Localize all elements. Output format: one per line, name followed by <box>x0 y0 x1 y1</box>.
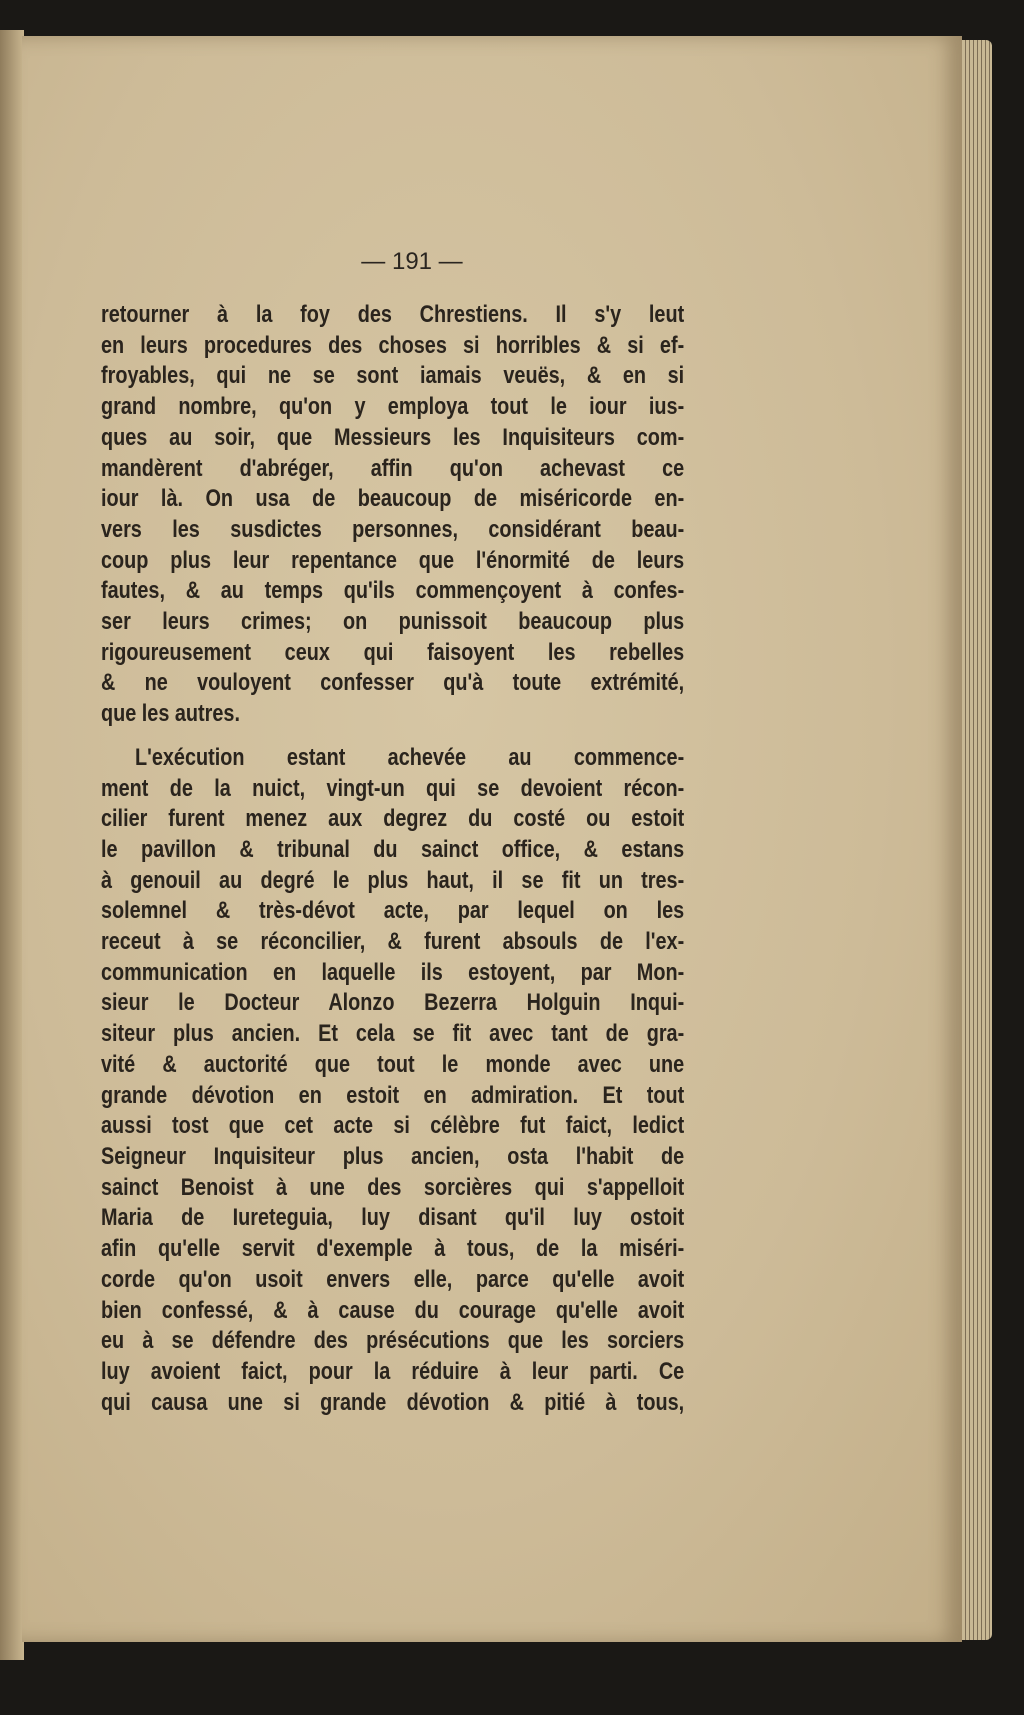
text-line: aussi tost que cet acte si célèbre fut faict, ledict <box>101 1112 685 1140</box>
paragraph <box>101 743 684 1418</box>
text-line: qui causa une si grande dévotion & pitié à tous, <box>101 1388 685 1416</box>
text-line: bien confessé, & à cause du courage qu'elle avoit <box>101 1296 685 1324</box>
text-line: rigoureusement ceux qui faisoyent les rebelles <box>101 638 685 666</box>
text-line: Seigneur Inquisiteur plus ancien, osta l'habit de <box>101 1142 685 1170</box>
paragraph <box>101 300 684 730</box>
text-line: que les autres. <box>101 700 240 728</box>
text-line: fautes, & au temps qu'ils commençoyent à confes- <box>101 577 685 605</box>
text-line: Maria de Iureteguia, luy disant qu'il luy ostoit <box>101 1204 685 1232</box>
text-line: en leurs procedures des choses si horribles & si ef- <box>101 331 685 359</box>
facing-page-edge <box>0 30 24 1660</box>
text-line: vité & auctorité que tout le monde avec une <box>101 1050 685 1078</box>
text-line: receut à se réconcilier, & furent absouls de l'ex- <box>101 928 685 956</box>
paragraph-gap <box>101 730 684 743</box>
text-line: L'exécution estant achevée au commence- <box>135 743 685 771</box>
text-line: siteur plus ancien. Et cela se fit avec tant de gra- <box>101 1020 685 1048</box>
text-line: froyables, qui ne se sont iamais veuës, & en si <box>101 362 685 390</box>
text-line: vers les susdictes personnes, considérant beau- <box>101 515 685 543</box>
page-number: — 191 — <box>361 248 463 275</box>
text-line: ser leurs crimes; on punissoit beaucoup plus <box>101 608 685 636</box>
text-line: à genouil au degré le plus haut, il se fit un tres- <box>101 866 685 894</box>
text-line: grand nombre, qu'on y employa tout le iour ius- <box>101 393 685 421</box>
text-line: le pavillon & tribunal du sainct office, & estans <box>101 835 685 863</box>
text-line: communication en laquelle ils estoyent, par Mon- <box>101 958 685 986</box>
text-line: eu à se défendre des présécutions que les sorciers <box>101 1327 685 1355</box>
text-line: sainct Benoist à une des sorcières qui s'appelloit <box>101 1173 685 1201</box>
text-line: corde qu'on usoit envers elle, parce qu'elle avoit <box>101 1265 685 1293</box>
text-line: & ne vouloyent confesser qu'à toute extrémité, <box>101 669 685 697</box>
body-text <box>101 300 684 1418</box>
text-line: ques au soir, que Messieurs les Inquisiteurs com- <box>101 423 685 451</box>
text-line: cilier furent menez aux degrez du costé ou estoit <box>101 805 685 833</box>
text-line: iour là. On usa de beaucoup de miséricorde en- <box>101 485 685 513</box>
text-line: retourner à la foy des Chrestiens. Il s'y leut <box>101 301 685 328</box>
text-line: afin qu'elle servit d'exemple à tous, de la miséri- <box>101 1235 685 1263</box>
text-line: luy avoient faict, pour la réduire à leur parti. Ce <box>101 1357 685 1385</box>
text-line: solemnel & très-dévot acte, par lequel on les <box>101 897 685 925</box>
text-line: coup plus leur repentance que l'énormité de leurs <box>101 546 685 574</box>
text-line: ment de la nuict, vingt-un qui se devoient récon- <box>101 774 685 802</box>
text-line: mandèrent d'abréger, affin qu'on achevast ce <box>101 454 685 482</box>
text-line: grande dévotion en estoit en admiration. Et tout <box>101 1081 685 1109</box>
text-line: sieur le Docteur Alonzo Bezerra Holguin Inqui- <box>101 989 685 1017</box>
